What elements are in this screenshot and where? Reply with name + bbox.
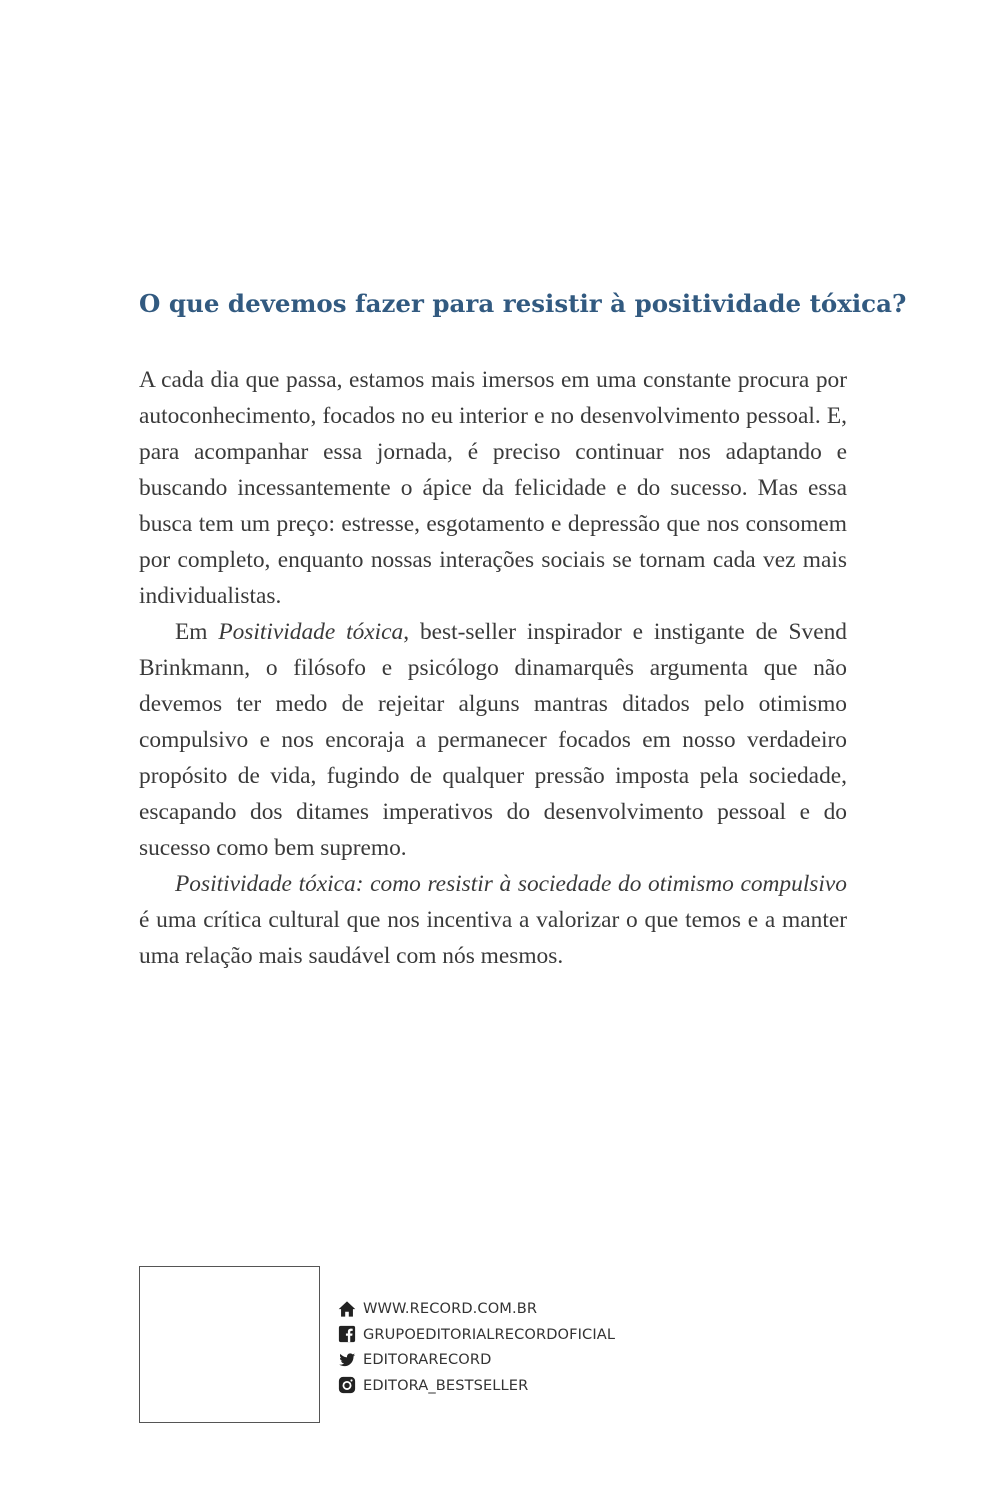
blurb-paragraph-2 <box>139 614 847 866</box>
blurb-paragraph-3 <box>139 866 847 974</box>
page-heading: O que devemos fazer para resistir à positividade tóxica? <box>139 289 907 318</box>
paragraph-3-body: é uma crítica cultural que nos incentiva a valorizar o que temos e a manter uma relação mais saudável com nós mesmos. <box>139 907 847 969</box>
publisher-contacts <box>338 1296 615 1398</box>
blurb-text <box>139 362 847 974</box>
facebook-row[interactable] <box>338 1322 615 1348</box>
website-label: WWW.RECORD.COM.BR <box>363 1300 538 1318</box>
paragraph-2-lead: Em <box>175 619 219 645</box>
facebook-label: GRUPOEDITORIALRECORDOFICIAL <box>363 1325 616 1343</box>
twitter-row[interactable] <box>338 1347 615 1373</box>
home-icon <box>338 1300 356 1318</box>
book-full-title: Positividade tóxica: como resistir à sociedade do otimismo compulsivo <box>175 871 847 897</box>
barcode-placeholder-box <box>139 1266 320 1423</box>
facebook-icon <box>338 1325 356 1343</box>
paragraph-2-body: , best-seller inspirador e instigante de Svend Brinkmann, o filósofo e psicólogo dinamarquês argumenta que não devemos ter medo de rejeitar alguns mantras ditados pelo otimismo compulsivo e nos encoraja a permanecer focados em nosso verdadeiro propósito de vida, fugindo de qualquer pressão imposta pela sociedade, escapando dos ditames imperativos do desenvolvimento pessoal e do sucesso como bem supremo. <box>139 619 847 861</box>
blurb-paragraph-1: A cada dia que passa, estamos mais imersos em uma constante procura por autoconhecimento, focados no eu interior e no desenvolvimento pessoal. E, para acompanhar essa jornada, é preciso continuar nos adaptando e buscando incessantemente o ápice da felicidade e do sucesso. Mas essa busca tem um preço: estresse, esgotamento e depressão que nos consomem por completo, enquanto nossas interações sociais se tornam cada vez mais individualistas. <box>139 367 847 609</box>
book-title-inline: Positividade tóxica <box>218 619 404 645</box>
twitter-label: EDITORARECORD <box>363 1351 492 1369</box>
website-row[interactable] <box>338 1296 615 1322</box>
twitter-icon <box>338 1351 356 1369</box>
instagram-icon <box>338 1376 356 1394</box>
instagram-label: EDITORA_BESTSELLER <box>363 1376 529 1394</box>
instagram-row[interactable] <box>338 1373 615 1399</box>
